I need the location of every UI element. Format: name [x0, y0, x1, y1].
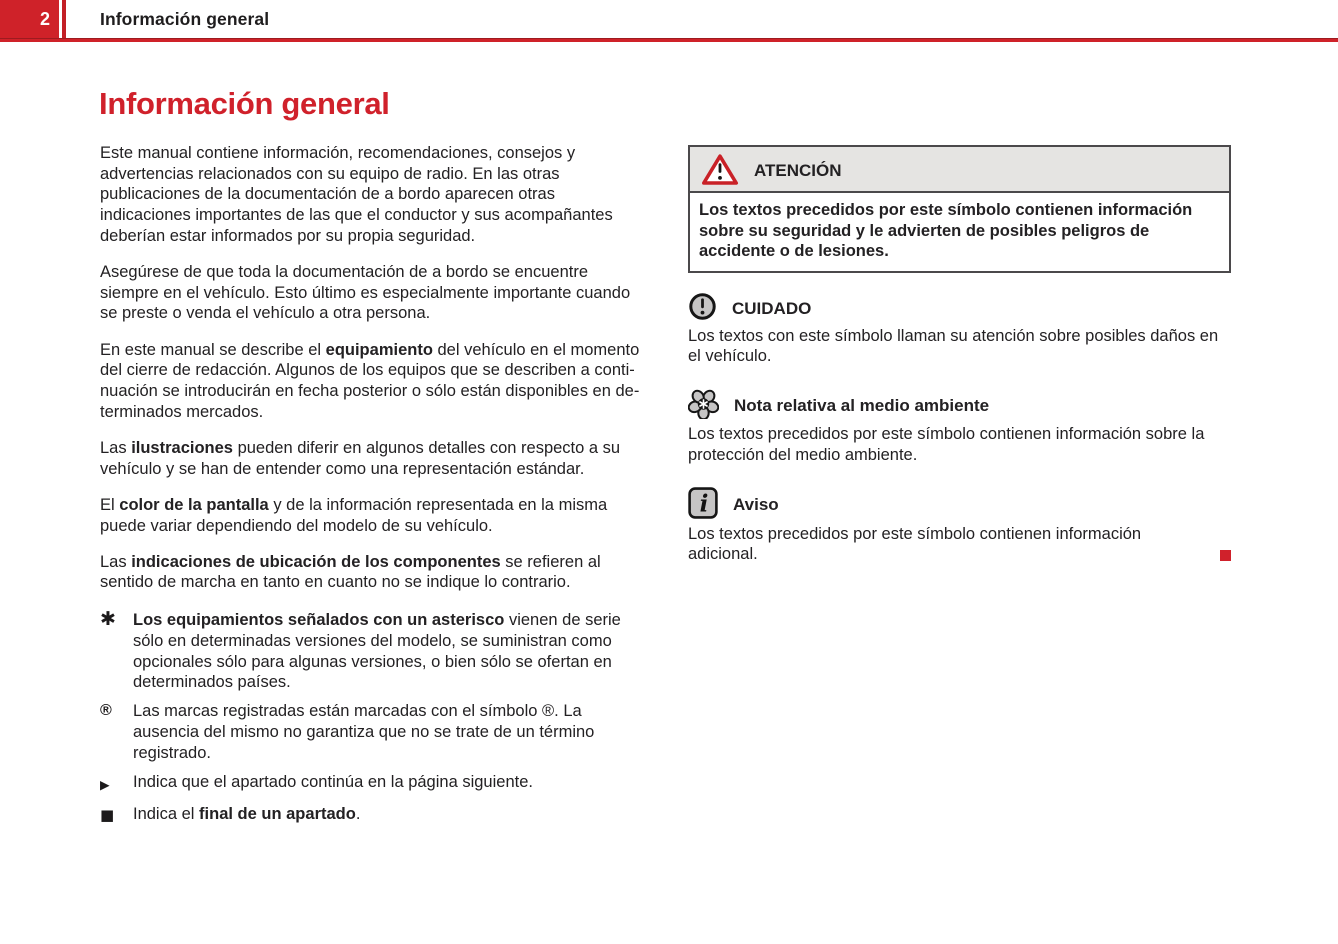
aviso-note	[688, 487, 1231, 565]
medio-ambiente-title: Nota relativa al medio ambiente	[734, 396, 990, 416]
warning-triangle-icon	[701, 153, 739, 186]
page-header	[0, 0, 1338, 42]
page-number: 2	[39, 8, 50, 29]
text-segment: pueden diferir en algunos detalles con respecto a su vehículo y se han de entender como una representación estándar.	[100, 438, 621, 478]
atencion-title: ATENCIÓN	[754, 160, 842, 180]
text-segment: Este manual contiene información, recomendaciones, consejos y advertencias relacionados con su equipo de radio. En las otras publicaciones de la documentación de a bordo aparecen otras indicaciones importantes de las que el conductor y sus acompañantes deberían estar informados por su propia seguridad.	[100, 144, 613, 245]
paragraphs	[100, 143, 641, 593]
aviso-title: Aviso	[733, 495, 779, 515]
paragraph	[100, 552, 641, 593]
list-item-text	[133, 772, 641, 796]
bold-text-segment: indicaciones de ubicación de los componentes	[131, 552, 501, 571]
svg-text:i: i	[699, 490, 709, 518]
caution-exclamation-icon	[688, 292, 717, 321]
symbol-list-item	[100, 610, 641, 693]
paragraph	[100, 438, 641, 479]
cuidado-header	[688, 292, 1231, 321]
paragraph	[100, 262, 641, 324]
text-segment: Las marcas registradas están marcadas con el símbolo ®. La ausencia del mismo no garantiza que no se trate de un término registrado.	[133, 702, 595, 762]
right-column	[688, 145, 1231, 586]
text-segment: Asegúrese de que toda la documentación de a bordo se encuentre siempre en el vehículo. Esto último es especialmente importante cuando se preste o venda el vehículo a otra persona.	[100, 263, 631, 323]
text-segment: .	[355, 805, 361, 824]
bold-text-segment: ilustraciones	[131, 438, 233, 457]
end-of-section-list-marker: ■	[100, 806, 115, 825]
paragraph	[100, 495, 641, 536]
aviso-header	[688, 487, 1231, 519]
symbol-list	[100, 610, 641, 826]
atencion-box	[688, 145, 1231, 273]
paragraph	[100, 143, 641, 247]
text-segment: Indica que el apartado continúa en la página siguiente.	[133, 773, 533, 792]
paragraph	[100, 340, 641, 423]
header-chapter-title: Información general	[100, 8, 270, 29]
info-icon	[688, 487, 718, 519]
bold-text-segment: equipamiento	[325, 340, 433, 359]
cuidado-title: CUIDADO	[732, 298, 812, 318]
section-end-marker	[1220, 550, 1231, 561]
medio-ambiente-body: Los textos precedidos por este símbolo contienen información sobre la protección del medio ambiente.	[688, 425, 1205, 464]
symbol-list-item	[100, 772, 641, 796]
medio-ambiente-note	[688, 388, 1231, 465]
page-number-box	[0, 0, 59, 38]
cuidado-body: Los textos con este símbolo llaman su atención sobre posibles daños en el vehículo.	[688, 326, 1219, 366]
text-segment: Indica el	[133, 805, 200, 824]
bold-text-segment: color de la pantalla	[119, 495, 269, 514]
list-item-text	[133, 610, 641, 693]
symbol-list-item	[100, 701, 641, 763]
continuation-arrow-marker: ▶	[100, 777, 110, 793]
aviso-body-row	[688, 524, 1231, 565]
left-column	[100, 143, 641, 834]
environment-flower-icon	[688, 388, 719, 419]
list-item-text	[133, 701, 641, 763]
medio-ambiente-header	[688, 388, 1231, 419]
text-segment: Las	[100, 552, 132, 571]
atencion-box-header	[690, 147, 1229, 193]
atencion-body: Los textos precedidos por este símbolo contienen información sobre su seguridad y le advierten de posibles peligros de accidente o de lesiones.	[699, 201, 1193, 261]
aviso-body: Los textos precedidos por este símbolo contienen información adicional.	[688, 524, 1142, 564]
cuidado-note	[688, 292, 1231, 367]
bold-text-segment: final de un apartado	[199, 805, 356, 824]
text-segment: En este manual se describe el	[100, 340, 326, 359]
text-segment: y de la información representada en la misma puede variar dependiendo del modelo de su vehículo.	[100, 495, 608, 535]
text-segment: del vehículo en el momento del cierre de redacción. Algunos de los equipos que se describen a continuación se introducirán en fecha posterior o sólo están disponibles en determinados mercados.	[100, 340, 640, 421]
bold-text-segment: Los equipamientos señalados con un asterisco	[133, 611, 505, 630]
text-segment: Las	[100, 438, 132, 457]
header-vertical-divider	[62, 0, 66, 38]
list-item-text	[133, 804, 641, 826]
page-title: Información general	[99, 86, 390, 121]
header-rule	[0, 38, 1338, 42]
registered-trademark-marker: ®	[100, 702, 112, 720]
symbol-list-item	[100, 804, 641, 826]
asterisk-marker: ✱	[100, 608, 116, 631]
text-segment: El	[100, 495, 120, 514]
text-segment: vienen de serie sólo en determinadas versiones del modelo, se suministran como opcionales sólo para algunas versiones, o bien sólo se ofertan en determinados países.	[133, 611, 621, 692]
text-segment: se refieren al sentido de marcha en tanto en cuanto no se indique lo contrario.	[100, 552, 601, 592]
